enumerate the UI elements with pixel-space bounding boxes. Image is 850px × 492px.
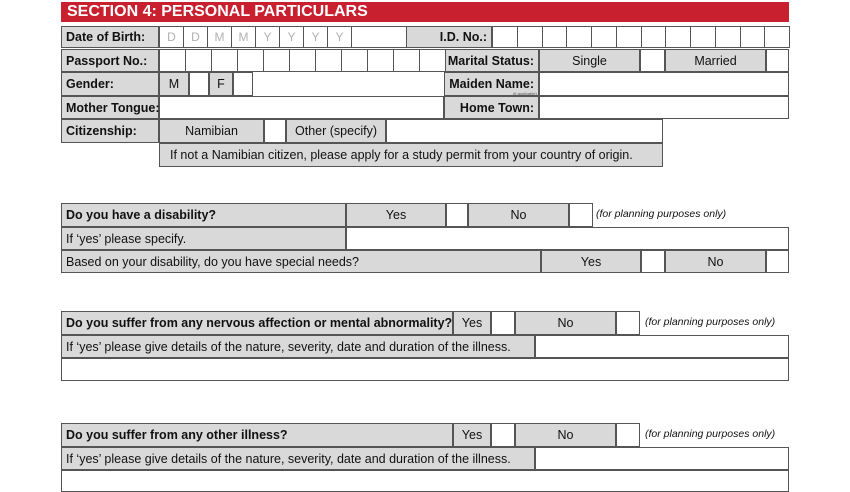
dob-label: Date of Birth: bbox=[61, 26, 159, 48]
id-no-cell[interactable] bbox=[690, 26, 716, 48]
id-no-cell[interactable] bbox=[665, 26, 691, 48]
dob-placeholder: Y bbox=[287, 30, 296, 44]
dob-placeholder: M bbox=[214, 30, 225, 44]
passport-cell[interactable] bbox=[393, 49, 420, 72]
nervous-details-input[interactable] bbox=[535, 335, 789, 358]
citizenship-other-label: Other (specify) bbox=[286, 119, 386, 143]
nervous-yes-label: Yes bbox=[453, 311, 491, 335]
marital-single-checkbox[interactable] bbox=[640, 49, 665, 72]
passport-cell[interactable] bbox=[367, 49, 394, 72]
home-town-input[interactable] bbox=[539, 96, 789, 119]
dob-placeholder: D bbox=[191, 30, 200, 44]
nervous-question: Do you suffer from any nervous affection or mental abnormality? bbox=[61, 311, 453, 335]
maiden-name-label bbox=[444, 72, 539, 96]
other-illness-details-input-line2[interactable] bbox=[61, 470, 789, 492]
disability-question: Do you have a disability? bbox=[61, 203, 346, 227]
id-no-cell[interactable] bbox=[566, 26, 592, 48]
citizenship-note: If not a Namibian citizen, please apply for a study permit from your country of origin. bbox=[159, 143, 663, 167]
disability-yes-label: Yes bbox=[346, 203, 446, 227]
dob-placeholder: Y bbox=[311, 30, 320, 44]
other-illness-question: Do you suffer from any other illness? bbox=[61, 423, 453, 447]
id-no-cell[interactable] bbox=[616, 26, 642, 48]
special-needs-no-label: No bbox=[665, 250, 766, 273]
other-illness-no-label: No bbox=[515, 423, 616, 447]
special-needs-yes-checkbox[interactable] bbox=[641, 250, 665, 273]
disability-no-label: No bbox=[468, 203, 569, 227]
id-no-cell[interactable] bbox=[740, 26, 766, 48]
passport-cell[interactable] bbox=[289, 49, 316, 72]
home-town-label: Home Town: bbox=[444, 96, 539, 119]
dob-placeholder: D bbox=[167, 30, 176, 44]
passport-cell[interactable] bbox=[263, 49, 290, 72]
gender-male-label: M bbox=[159, 72, 189, 96]
passport-cell[interactable] bbox=[185, 49, 212, 72]
disability-specify-input[interactable] bbox=[346, 227, 789, 250]
gender-female-label: F bbox=[209, 72, 233, 96]
id-no-cell[interactable] bbox=[542, 26, 568, 48]
disability-no-checkbox[interactable] bbox=[569, 203, 593, 227]
passport-label: Passport No.: bbox=[61, 49, 159, 72]
dob-placeholder: M bbox=[238, 30, 249, 44]
nervous-details-label: If ‘yes’ please give details of the nature, severity, date and duration of the illness. bbox=[61, 335, 535, 358]
section-title: SECTION 4: PERSONAL PARTICULARS bbox=[61, 2, 789, 22]
dob-cell[interactable] bbox=[279, 26, 304, 48]
dob-cell[interactable] bbox=[183, 26, 208, 48]
other-illness-details-label: If ‘yes’ please give details of the nature, severity, date and duration of the illness. bbox=[61, 447, 535, 470]
id-no-cell[interactable] bbox=[764, 26, 790, 48]
marital-married-label: Married bbox=[665, 49, 766, 72]
dob-cell[interactable] bbox=[231, 26, 256, 48]
dob-placeholder: Y bbox=[335, 30, 344, 44]
passport-cell[interactable] bbox=[419, 49, 446, 72]
dob-cell[interactable] bbox=[327, 26, 352, 48]
other-illness-no-checkbox[interactable] bbox=[616, 423, 640, 447]
disability-planning-note: (for planning purposes only) bbox=[596, 208, 727, 220]
mother-tongue-input[interactable] bbox=[159, 96, 444, 119]
passport-cell[interactable] bbox=[237, 49, 264, 72]
special-needs-yes-label: Yes bbox=[541, 250, 641, 273]
dob-cell[interactable] bbox=[207, 26, 232, 48]
citizenship-namibian-checkbox[interactable] bbox=[264, 119, 286, 143]
id-no-cell[interactable] bbox=[591, 26, 617, 48]
citizenship-other-input[interactable] bbox=[386, 119, 663, 143]
disability-specify-label: If ‘yes’ please specify. bbox=[61, 227, 346, 250]
other-illness-yes-label: Yes bbox=[453, 423, 491, 447]
passport-cell[interactable] bbox=[341, 49, 368, 72]
special-needs-question: Based on your disability, do you have special needs? bbox=[61, 250, 541, 273]
marital-married-checkbox[interactable] bbox=[766, 49, 789, 72]
id-no-cell[interactable] bbox=[492, 26, 518, 48]
dob-cell[interactable] bbox=[303, 26, 328, 48]
passport-cell[interactable] bbox=[315, 49, 342, 72]
citizenship-label: Citizenship: bbox=[61, 119, 159, 143]
dob-cell[interactable] bbox=[255, 26, 280, 48]
maiden-name-input[interactable] bbox=[539, 72, 789, 96]
special-needs-no-checkbox[interactable] bbox=[766, 250, 789, 273]
dob-cell[interactable] bbox=[159, 26, 184, 48]
id-no-cell[interactable] bbox=[517, 26, 543, 48]
gender-male-checkbox[interactable] bbox=[189, 72, 209, 96]
nervous-no-label: No bbox=[515, 311, 616, 335]
gender-female-checkbox[interactable] bbox=[233, 72, 253, 96]
maiden-name-hint: (if applicable) bbox=[513, 91, 537, 96]
marital-single-label: Single bbox=[539, 49, 640, 72]
citizenship-namibian-label: Namibian bbox=[159, 119, 264, 143]
nervous-no-checkbox[interactable] bbox=[616, 311, 640, 335]
mother-tongue-label: Mother Tongue: bbox=[61, 96, 159, 119]
maiden-name-text: Maiden Name: bbox=[449, 77, 534, 91]
passport-cell[interactable] bbox=[159, 49, 186, 72]
nervous-details-input-line2[interactable] bbox=[61, 358, 789, 381]
disability-yes-checkbox[interactable] bbox=[446, 203, 468, 227]
dob-extra-cell[interactable] bbox=[351, 26, 407, 48]
id-no-cell[interactable] bbox=[715, 26, 741, 48]
dob-placeholder: Y bbox=[263, 30, 272, 44]
id-no-cell[interactable] bbox=[641, 26, 667, 48]
passport-cell[interactable] bbox=[211, 49, 238, 72]
nervous-yes-checkbox[interactable] bbox=[491, 311, 515, 335]
nervous-planning-note: (for planning purposes only) bbox=[645, 316, 776, 328]
other-illness-planning-note: (for planning purposes only) bbox=[645, 428, 776, 440]
gender-label: Gender: bbox=[61, 72, 159, 96]
marital-status-label: Marital Status: bbox=[444, 49, 539, 72]
other-illness-yes-checkbox[interactable] bbox=[491, 423, 515, 447]
id-no-label: I.D. No.: bbox=[406, 26, 492, 48]
other-illness-details-input[interactable] bbox=[535, 447, 789, 470]
